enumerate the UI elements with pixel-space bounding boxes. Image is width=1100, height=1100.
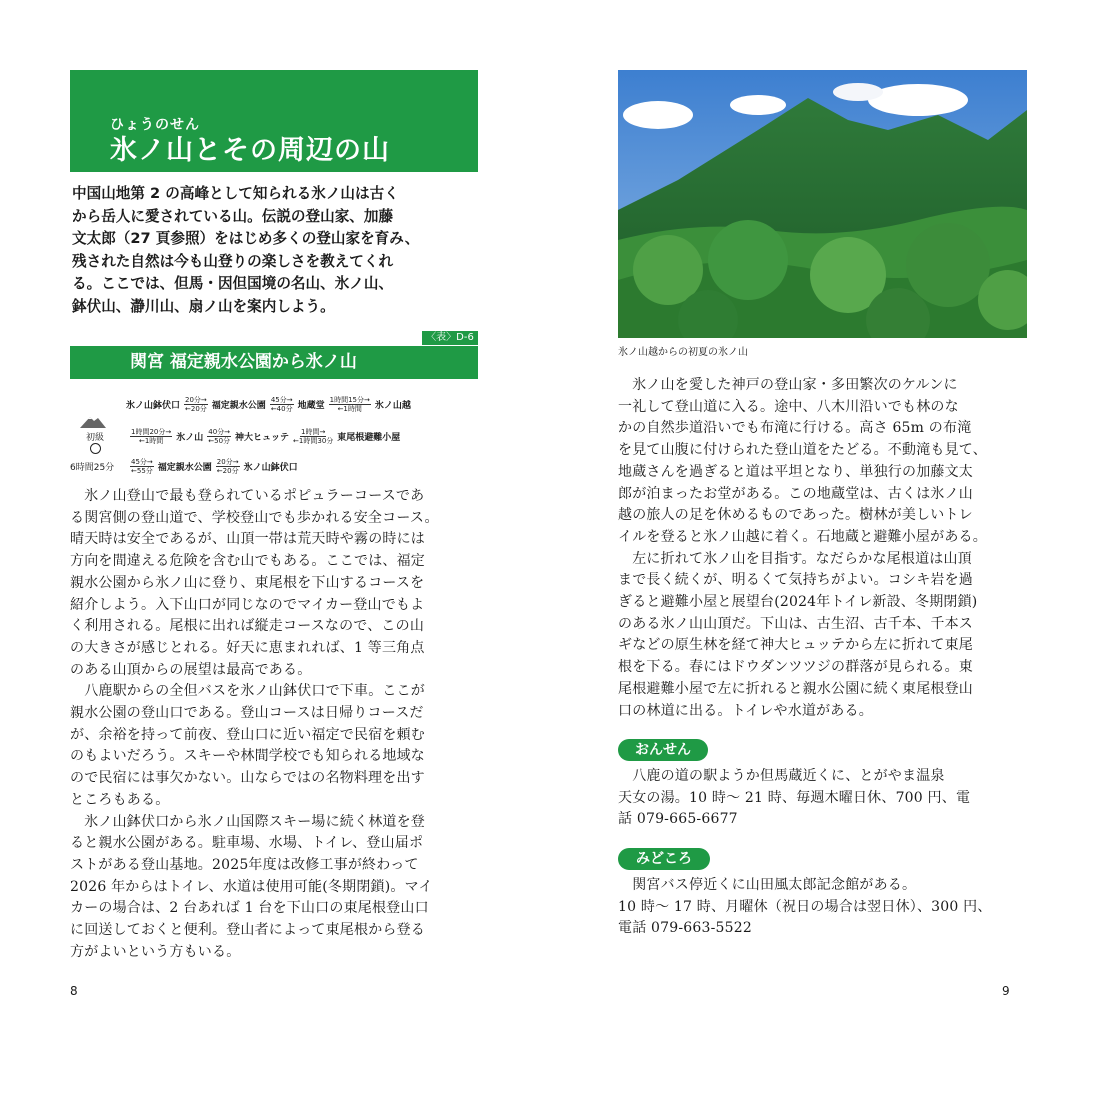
body-line: 一礼して登山道に入る。途中、八木川沿いでも林のな bbox=[618, 398, 959, 415]
course-segment-time bbox=[293, 428, 333, 445]
left-body-text bbox=[70, 486, 480, 963]
body-line: ところもある。 bbox=[70, 791, 170, 808]
time-return: ←1時間30分 bbox=[293, 437, 334, 445]
body-line: 越の旅人の足を休めるものであった。樹林が美しいトレ bbox=[618, 507, 973, 524]
page-number-right: 9 bbox=[1002, 984, 1010, 998]
map-reference-tag: 〈表〉D-6 bbox=[422, 331, 478, 345]
diagram-row-2 bbox=[126, 428, 400, 445]
body-line: 氷ノ山鉢伏口から氷ノ山国際スキー場に続く林道を登 bbox=[70, 813, 425, 830]
intro-paragraph bbox=[72, 183, 482, 318]
photo-caption: 氷ノ山越からの初夏の氷ノ山 bbox=[618, 347, 748, 358]
route-title: 関宮 福定親水公園から氷ノ山 bbox=[130, 352, 357, 372]
body-line: 氷ノ山を愛した神戸の登山家・多田繁次のケルンに bbox=[618, 377, 958, 393]
page-number-left: 8 bbox=[70, 984, 78, 998]
midokoro-heading: みどころ bbox=[618, 848, 710, 870]
mountain-photo bbox=[618, 70, 1027, 338]
intro-line: 鉢伏山、瀞川山、扇ノ山を案内しよう。 bbox=[72, 297, 335, 315]
body-line: 親水公園から氷ノ山に登り、東尾根を下山するコースを bbox=[70, 574, 425, 591]
clock-icon bbox=[90, 443, 101, 454]
body-line: 郎が泊まったお堂がある。この地蔵堂は、古くは氷ノ山 bbox=[618, 485, 973, 502]
course-segment-time bbox=[130, 428, 172, 445]
course-stop: 地蔵堂 bbox=[297, 401, 325, 411]
course-segment-time bbox=[207, 428, 231, 445]
midokoro-line: 電話 079-663-5522 bbox=[618, 920, 752, 937]
total-time: 6時間25分 bbox=[70, 463, 115, 473]
time-forward: 1時間20分→ bbox=[131, 428, 172, 436]
intro-line: る。ここでは、但馬・因但国境の名山、氷ノ山、 bbox=[72, 275, 394, 292]
body-line: かの自然歩道沿いでも布滝に行ける。高さ 65m の布滝 bbox=[618, 420, 972, 437]
time-forward: 45分→ bbox=[131, 458, 153, 466]
time-return: ←1時間 bbox=[337, 405, 362, 413]
body-line: 根を下る。春にはドウダンツツジの群落が見られる。東 bbox=[618, 659, 973, 676]
diagram-row-3 bbox=[126, 458, 298, 475]
body-line: ぎると避難小屋と展望台(2024年トイレ新設、冬期閉鎖) bbox=[618, 594, 978, 611]
title-ruby: ひょうのせん bbox=[110, 117, 200, 133]
onsen-line: 八鹿の道の駅ようか但馬蔵近くに、とがやま温泉 bbox=[618, 768, 945, 784]
page-title: 氷ノ山とその周辺の山 bbox=[110, 135, 390, 166]
body-line: が、余裕を持って前夜、登山口に近い福定で民宿を頼む bbox=[70, 726, 425, 743]
body-line: イルを登ると氷ノ山越に着く。石地蔵と避難小屋がある。 bbox=[618, 528, 987, 545]
onsen-heading: おんせん bbox=[618, 739, 708, 761]
body-line: 紹介しよう。入下山口が同じなのでマイカー登山でもよ bbox=[70, 596, 425, 613]
body-line: ので民宿には事欠かない。山ならではの名物料理を出す bbox=[70, 770, 425, 787]
intro-line: 中国山地第 2 の高峰として知られる氷ノ山は古く bbox=[72, 185, 399, 202]
body-line: 親水公園の登山口である。登山コースは日帰りコースだ bbox=[70, 705, 424, 722]
onsen-line: 天女の湯。10 時～ 21 時、毎週木曜日休、700 円、電 bbox=[618, 789, 971, 806]
body-line: ギなどの原生林を経て神大ヒュッテから左に折れて東尾 bbox=[618, 637, 973, 654]
course-diagram bbox=[70, 390, 480, 475]
body-line: 2026 年からはトイレ、水道は使用可能(冬期閉鎖)。マイ bbox=[70, 878, 433, 895]
body-line: 口の林道に出る。トイレや水道がある。 bbox=[618, 702, 873, 719]
time-return: ←20分 bbox=[185, 405, 207, 413]
intro-line: 残された自然は今も山登りの楽しさを教えてくれ bbox=[72, 252, 394, 270]
body-line: る関宮側の登山道で、学校登山でも歩かれる安全コース。 bbox=[70, 509, 439, 526]
body-line: 尾根避難小屋で左に折れると親水公園に続く東尾根登山 bbox=[618, 680, 973, 697]
course-stop: 福定親水公園 bbox=[157, 463, 212, 473]
body-line: ストがある登山基地。2025年度は改修工事が終わって bbox=[70, 856, 419, 873]
course-stop: 福定親水公園 bbox=[211, 401, 266, 411]
course-segment-time bbox=[216, 458, 240, 475]
time-return: ←1時間 bbox=[138, 437, 164, 445]
course-stop: 氷ノ山鉢伏口 bbox=[243, 463, 298, 473]
course-stop: 氷ノ山鉢伏口 bbox=[126, 401, 181, 411]
time-return: ←20分 bbox=[216, 467, 239, 475]
midokoro-line: 10 時～ 17 時、月曜休（祝日の場合は翌日休）、300 円、 bbox=[618, 898, 992, 915]
time-return: ←55分 bbox=[131, 467, 153, 475]
course-segment-time bbox=[329, 396, 371, 413]
body-line: 左に折れて氷ノ山を目指す。なだらかな尾根道は山頂 bbox=[618, 550, 972, 567]
body-line: 氷ノ山登山で最も登られているポピュラーコースであ bbox=[70, 488, 425, 504]
body-line: く利用される。尾根に出れば縦走コースなので、この山 bbox=[70, 618, 425, 635]
onsen-line: 話 079-665-6677 bbox=[618, 811, 738, 828]
midokoro-line: 関宮バス停近くに山田風太郎記念館がある。 bbox=[618, 877, 917, 893]
difficulty-level: 初級 bbox=[86, 433, 105, 443]
body-line: のもよいだろう。スキーや林間学校でも知られる地域な bbox=[70, 748, 425, 765]
course-stop: 東尾根避難小屋 bbox=[337, 433, 401, 443]
time-forward: 45分→ bbox=[270, 396, 293, 404]
time-forward: 20分→ bbox=[185, 396, 207, 404]
time-forward: 20分→ bbox=[216, 458, 239, 466]
body-line: 方がよいという方もいる。 bbox=[70, 943, 241, 960]
mountain-icon bbox=[80, 414, 106, 428]
body-line: 八鹿駅からの全但バスを氷ノ山鉢伏口で下車。ここが bbox=[70, 683, 425, 700]
body-line: を見て山腹に付けられた登山道をたどる。不動滝も見て、 bbox=[618, 442, 987, 459]
right-body-text bbox=[618, 375, 1028, 722]
body-line: に回送しておくと便利。登山者によって東尾根から登る bbox=[70, 922, 425, 939]
title-banner bbox=[70, 70, 478, 172]
body-line: 晴天時は安全であるが、山頂一帯は荒天時や霧の時には bbox=[70, 531, 425, 548]
course-stop: 神大ヒュッテ bbox=[235, 433, 290, 443]
body-line: 地蔵さんを過ぎると道は平坦となり、単独行の加藤文太 bbox=[618, 463, 973, 480]
body-line: 方向を間違える危険を含む山でもある。ここでは、福定 bbox=[70, 553, 425, 570]
course-segment-time bbox=[130, 458, 154, 475]
time-return: ←50分 bbox=[208, 437, 231, 445]
body-line: のある山頂からの展望は最高である。 bbox=[70, 661, 312, 678]
time-forward: 40分→ bbox=[208, 428, 231, 436]
intro-line: から岳人に愛されている山。伝説の登山家、加藤 bbox=[72, 207, 394, 225]
diagram-row-1 bbox=[126, 396, 411, 413]
time-return: ←40分 bbox=[270, 405, 293, 413]
course-segment-time bbox=[270, 396, 294, 413]
time-forward: 1時間15分→ bbox=[329, 396, 370, 404]
body-line: カーの場合は、2 台あれば 1 台を下山口の東尾根登山口 bbox=[70, 900, 429, 917]
intro-line: 文太郎（27 頁参照）をはじめ多くの登山家を育み、 bbox=[72, 230, 420, 247]
course-stop: 氷ノ山越 bbox=[374, 401, 411, 411]
time-forward: 1時間→ bbox=[301, 428, 326, 436]
course-segment-time bbox=[184, 396, 208, 413]
route-heading bbox=[70, 346, 478, 379]
course-stop: 氷ノ山 bbox=[176, 433, 204, 443]
body-line: ると親水公園がある。駐車場、水場、トイレ、登山届ポ bbox=[70, 835, 424, 852]
body-line: のある氷ノ山山頂だ。下山は、古生沼、古千本、千本ス bbox=[618, 615, 973, 632]
body-line: の大きさが感じとれる。好天に恵まれれば、1 等三角点 bbox=[70, 639, 425, 656]
midokoro-text bbox=[618, 875, 1028, 940]
body-line: まで長く続くが、明るくて気持ちがよい。コシキ岩を過 bbox=[618, 572, 973, 589]
onsen-text bbox=[618, 766, 1028, 831]
